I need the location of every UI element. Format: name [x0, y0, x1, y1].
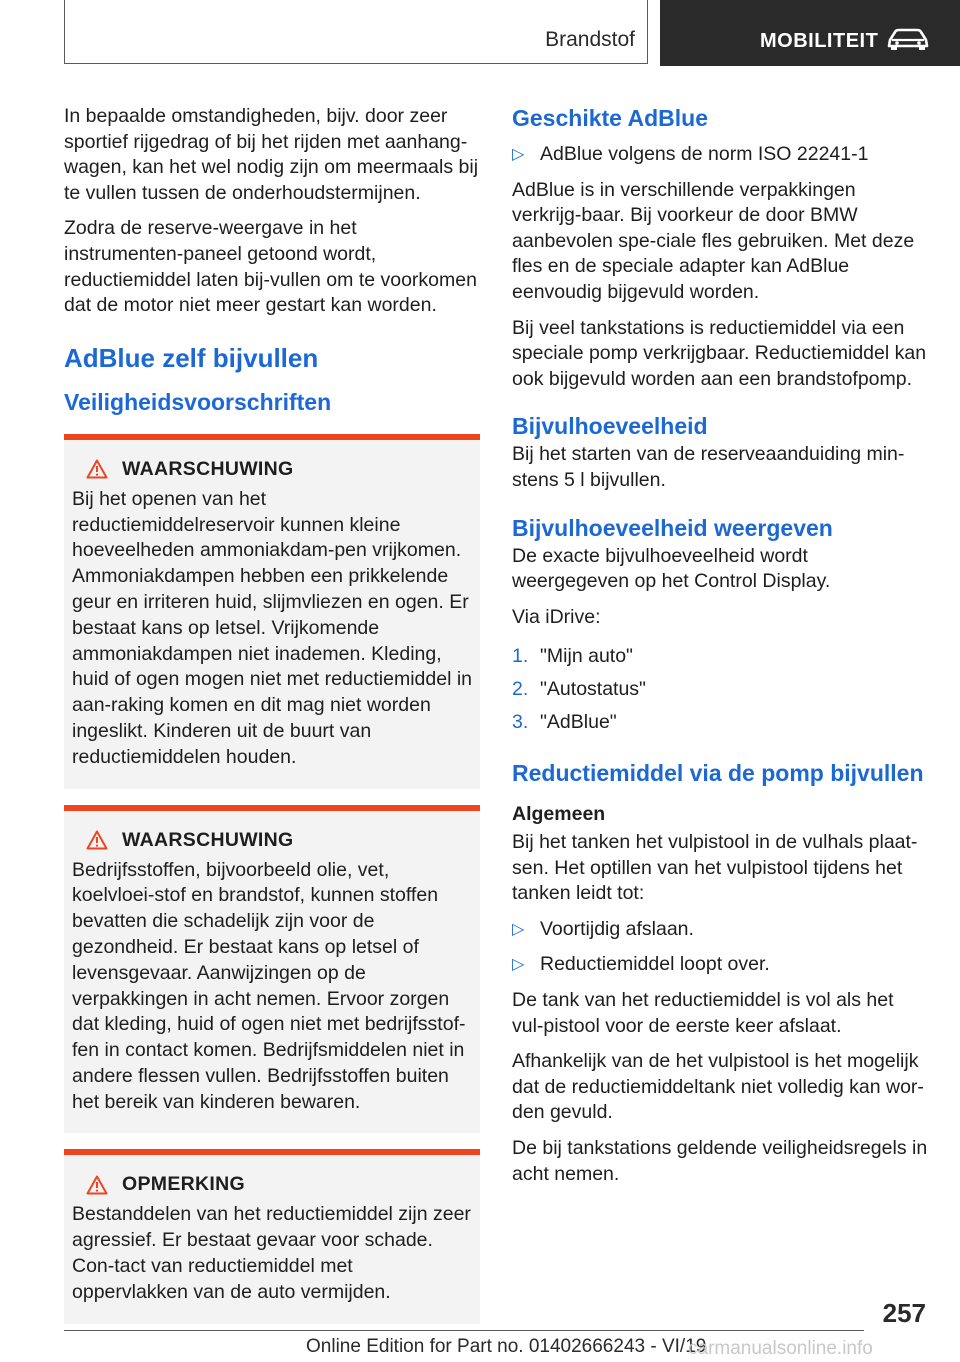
paragraph: Bij het tanken het vulpistool in de vulhals plaat-sen. Het optillen van het vulpistool tijdens het tanken leidt tot: [512, 831, 918, 905]
page-number: 257 [882, 1298, 926, 1328]
subsection-heading: Bijvulhoeveelheid [512, 413, 708, 440]
triangle-bullet-icon: ▷ [512, 146, 525, 163]
list-item [512, 917, 928, 943]
paragraph: Via iDrive: [512, 605, 601, 628]
paragraph: De tank van het reductiemiddel is vol als het vul-pistool voor de eerste keer afslaat. [512, 989, 894, 1037]
notice-body: Bestanddelen van het reductiemiddel zijn zeer agressief. Er bestaat gevaar voor schade. Con-tact van reductiemiddel met oppervlakken van de auto vermijden. [72, 1203, 471, 1303]
section-name: Brandstof [545, 28, 635, 51]
list-item-text: AdBlue volgens de norm ISO 22241-1 [540, 143, 869, 165]
list-item [512, 710, 928, 736]
step-number: 3. [512, 710, 529, 733]
left-column [64, 104, 480, 1340]
triangle-bullet-icon: ▷ [512, 920, 525, 938]
paragraph: De exacte bijvulhoeveelheid wordt weergegeven op het Control Display. [512, 544, 831, 593]
subsection-heading: Bijvulhoeveelheid weergeven [512, 514, 833, 541]
warning-notice [64, 434, 480, 789]
paragraph: Afhankelijk van de het vulpistool is het mogelijk dat de reductiemiddeltank niet volledig kan wor-den gevuld. [512, 1050, 924, 1124]
paragraph: AdBlue is in verschillende verpakkingen verkrijg-baar. Bij voorkeur de door BMW aanbevolen spe-ciale fles gebruiken. Met deze fles en de speciale adapter kan AdBlue eenvoudig bijgevuld worden. [512, 178, 915, 303]
subsection-heading: Geschikte AdBlue [512, 105, 708, 131]
step-label: "AdBlue" [540, 710, 617, 733]
paragraph: Bij het starten van de reserveaanduiding min-stens 5 l bijvullen. [512, 443, 905, 491]
car-icon [886, 28, 930, 50]
step-number: 2. [512, 677, 529, 700]
right-column [512, 104, 928, 1197]
list-item-text: Reductiemiddel loopt over. [540, 953, 770, 976]
notice-title: WAARSCHUWING [122, 828, 294, 851]
warning-triangle-icon [86, 830, 108, 850]
list-item [512, 644, 928, 670]
warning-triangle-icon [86, 1175, 108, 1195]
paragraph: De bij tankstations geldende veiligheidsregels in acht nemen. [512, 1137, 928, 1185]
intro-paragraph: Zodra de reserve-weergave in het instrumenten-paneel getoond wordt, reductiemiddel laten bij-vullen om te voorkomen dat de motor niet meer gestart kan worden. [64, 217, 477, 317]
notice-title: OPMERKING [122, 1173, 245, 1196]
subsection-heading: Reductiemiddel via de pomp bijvullen [512, 760, 924, 787]
running-header [64, 0, 648, 64]
chapter-tab [660, 0, 960, 66]
intro-paragraph: In bepaalde omstandigheden, bijv. door zeer sportief rijgedrag of bij het rijden met aanhang-wagen, kan het wel nodig zijn om meermaals bij te vullen tussen de onderhoudstermijnen. [64, 105, 479, 204]
warning-notice [64, 805, 480, 1134]
section-heading: AdBlue zelf bijvullen [64, 342, 319, 373]
list-item-text: Voortijdig afslaan. [540, 917, 694, 940]
warning-triangle-icon [86, 459, 108, 479]
edition-note: Online Edition for Part no. 01402666243 - VI/19 [306, 1336, 707, 1357]
minor-heading: Algemeen [512, 803, 606, 826]
footer-divider [64, 1330, 864, 1331]
notice-header [72, 1173, 472, 1196]
chapter-label: MOBILITEIT [760, 30, 879, 52]
watermark: carmanualsonline.info [688, 1338, 873, 1359]
notice-title: WAARSCHUWING [122, 457, 294, 480]
notice-header [72, 458, 472, 481]
step-number: 1. [512, 645, 529, 668]
list-item [512, 142, 928, 168]
subsection-heading: Veiligheidsvoorschriften [64, 388, 332, 415]
caution-notice [64, 1149, 480, 1323]
notice-header [72, 829, 472, 852]
notice-body: Bedrijfsstoffen, bijvoorbeeld olie, vet, koelvloei-stof en brandstof, kunnen stoffen bevatten die schadelijk zijn voor de gezondheid. Er bestaat kans op letsel of levensgevaar. Aanwijzingen op de verpakkingen in acht nemen. Ervoor zorgen dat kleding, huid of ogen niet met bedrijfsstof-fen in contact komen. Bedrijfsmiddelen niet in andere flessen vullen. Bedrijfsstoffen buiten het bereik van kinderen bewaren. [72, 858, 466, 1113]
notice-body: Bij het openen van het reductiemiddelreservoir kunnen kleine hoeveelheden ammoniakdam-pen vrijkomen. Ammoniakdampen hebben een prikkelende geur en irriteren huid, slijmvliezen en ogen. Er bestaat kans op letsel. Vrijkomende ammoniakdampen niet inademen. Kleding, huid of ogen mogen niet met reductiemiddel in aan-raking komen en dit mag niet worden ingeslikt. Kinderen uit de buurt van reductiemiddelen houden. [72, 487, 472, 768]
triangle-bullet-icon: ▷ [512, 956, 525, 974]
paragraph: Bij veel tankstations is reductiemiddel via een speciale pomp verkrijgbaar. Reductiemiddel kan ook bijgevuld worden aan een brandstofpomp. [512, 316, 927, 390]
list-item [512, 952, 928, 978]
list-item [512, 677, 928, 703]
step-label: "Autostatus" [540, 677, 646, 700]
step-label: "Mijn auto" [540, 645, 633, 668]
